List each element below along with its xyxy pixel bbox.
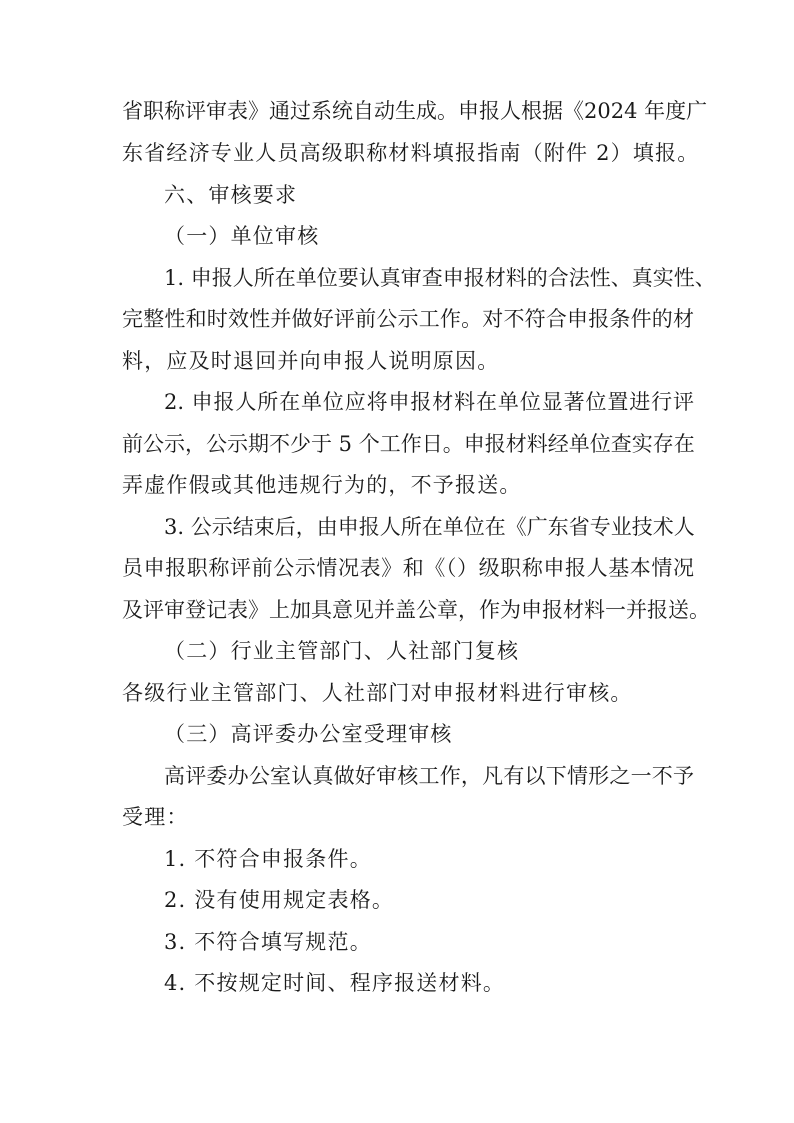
body-text-line: 各级行业主管部门、人社部门对申报材料进行审核。 [122,681,633,705]
body-text-line: 完整性和时效性并做好评前公示工作。对不符合申报条件的材 [122,307,694,331]
subsection-heading: （一）单位审核 [164,224,320,248]
body-text-line: 弄虚作假或其他违规行为的，不予报送。 [122,473,522,497]
body-text-line: 员申报职称评前公示情况表》和《（）级职称申报人基本情况 [122,556,694,580]
body-text-line: 东省经济专业人员高级职称材料填报指南（附件 2）填报。 [122,141,700,165]
list-item: 2. 没有使用规定表格。 [164,888,395,912]
body-text-line: 前公示，公示期不少于 5 个工作日。申报材料经单位查实存在 [122,432,695,456]
list-item: 1. 不符合申报条件。 [164,847,372,871]
body-text-line: 及评审登记表》上加具意见并盖公章，作为申报材料一并报送。 [122,598,710,622]
body-text-line: 1. 申报人所在单位要认真审查申报材料的合法性、真实性、 [164,266,716,290]
body-text-line: 省职称评审表》通过系统自动生成。申报人根据《2024 年度广 [122,99,708,123]
list-item: 3. 不符合填写规范。 [164,930,372,954]
subsection-heading: （三）高评委办公室受理审核 [164,722,453,746]
list-item: 4. 不按规定时间、程序报送材料。 [164,971,506,995]
body-text-line: 高评委办公室认真做好审核工作，凡有以下情形之一不予 [164,764,694,788]
body-text-line: 受理： [122,805,189,829]
section-heading: 六、审核要求 [164,183,298,207]
body-text-line: 3. 公示结束后，由申报人所在单位在《广东省专业技术人 [164,515,695,539]
body-text-line: 料，应及时退回并向申报人说明原因。 [122,349,500,373]
body-text-line: 2. 申报人所在单位应将申报材料在单位显著位置进行评 [164,390,694,414]
subsection-heading: （二）行业主管部门、人社部门复核 [164,639,520,663]
